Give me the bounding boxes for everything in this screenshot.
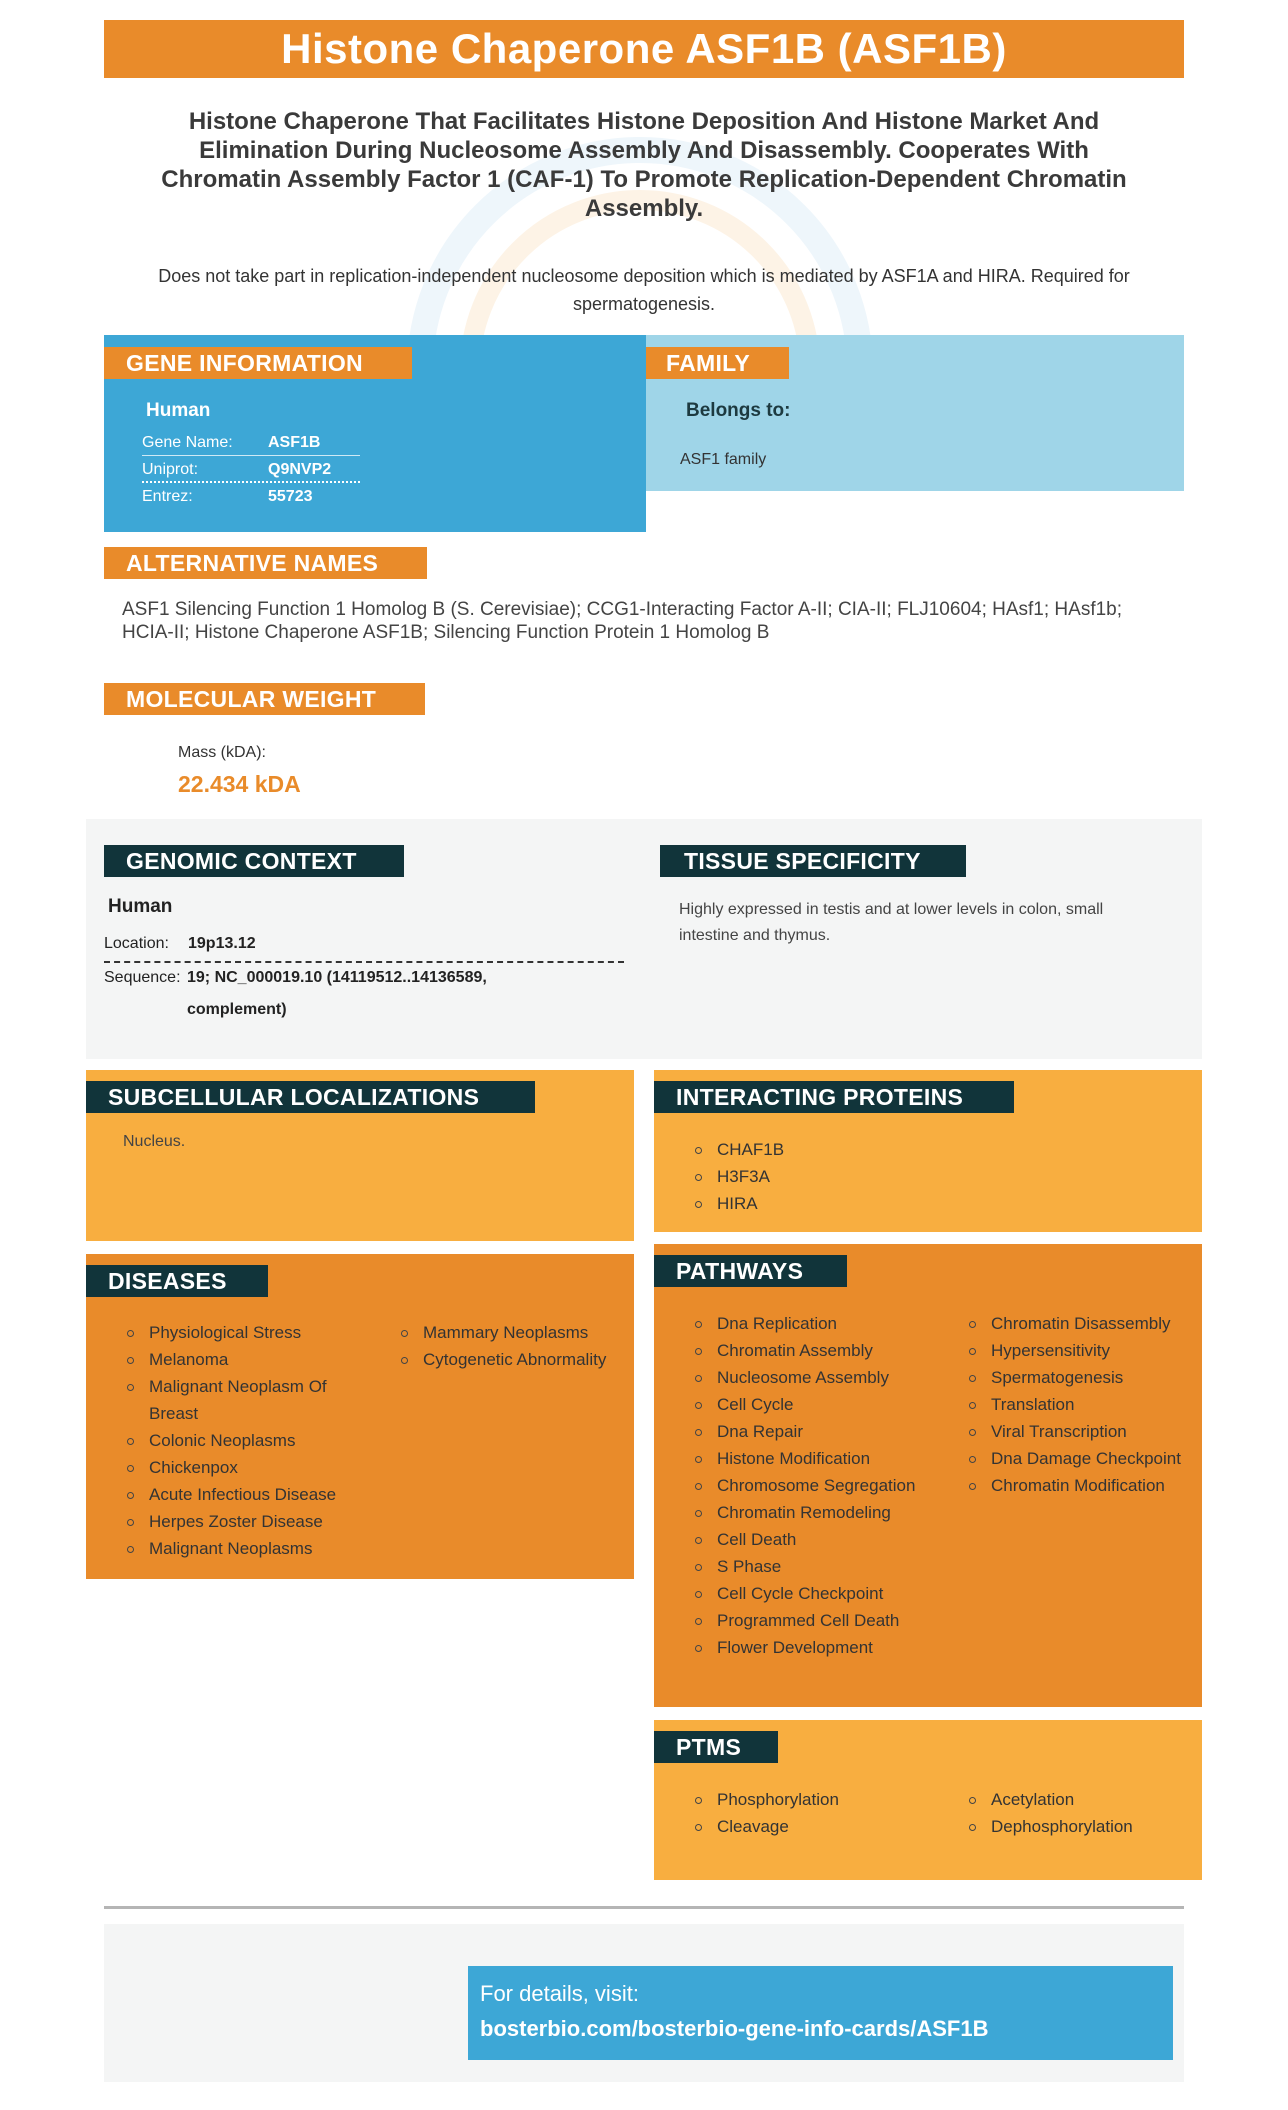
molecular-weight-header: MOLECULAR WEIGHT (104, 683, 425, 715)
ptms-panel (654, 1720, 1202, 1880)
ptms-header: PTMS (654, 1731, 778, 1763)
diseases-panel (86, 1254, 634, 1579)
gene-name-label: Gene Name: (142, 434, 233, 451)
list-item: Chromatin Modification (965, 1472, 1195, 1499)
list-item: Cytogenetic Abnormality (397, 1346, 627, 1373)
tissue-specificity-header: TISSUE SPECIFICITY (660, 845, 966, 877)
family-belongs-label: Belongs to: (686, 400, 791, 421)
list-item: Dna Damage Checkpoint (965, 1445, 1195, 1472)
entrez-value: 55723 (268, 488, 313, 505)
list-item: Chromatin Assembly (691, 1337, 931, 1364)
list-item: Dephosphorylation (965, 1813, 1195, 1840)
alternative-names-text: ASF1 Silencing Function 1 Homolog B (S. Cerevisiae); CCG1-Interacting Factor A-II; CIA-II; FLJ10604; HAsf1; HAsf1b; HCIA-II; Histone Chaperone ASF1B; Silencing Function Protein 1 Homolog B (122, 599, 1123, 643)
list-item: Herpes Zoster Disease (123, 1508, 353, 1535)
sequence-value-line2: complement) (187, 1001, 287, 1018)
genomic-context-header: GENOMIC CONTEXT (104, 845, 404, 877)
location-value: 19p13.12 (188, 935, 256, 952)
list-item: Chromatin Disassembly (965, 1310, 1195, 1337)
tissue-specificity-text: Highly expressed in testis and at lower levels in colon, small intestine and thymus. (679, 901, 1104, 944)
divider (104, 1906, 1184, 1909)
pathways-header: PATHWAYS (654, 1255, 847, 1287)
list-item: Cell Death (691, 1526, 931, 1553)
interacting-proteins-header: INTERACTING PROTEINS (654, 1081, 1014, 1113)
list-item: Phosphorylation (691, 1786, 931, 1813)
list-item: Translation (965, 1391, 1195, 1418)
family-header: FAMILY (646, 347, 789, 379)
ptms-list-col1 (691, 1786, 931, 1840)
list-item: Melanoma (123, 1346, 353, 1373)
list-item: Nucleosome Assembly (691, 1364, 931, 1391)
gene-description: Does not take part in replication-independent nucleosome deposition which is mediated by ASF1A and HIRA. Required for spermatogenesis. (158, 266, 1130, 314)
list-item: Hypersensitivity (965, 1337, 1195, 1364)
gene-summary: Histone Chaperone That Facilitates Histone Deposition And Histone Market And Elimination During Nucleosome Assembly And Disassembly. Cooperates With Chromatin Assembly Factor 1 (CAF-1) To Promote Replication-Dependent Chromatin Assembly. (161, 108, 1127, 222)
entrez-row (142, 484, 360, 510)
sequence-value-line1: 19; NC_000019.10 (14119512..14136589, (187, 969, 487, 986)
alternative-names-header: ALTERNATIVE NAMES (104, 547, 427, 579)
list-item: HIRA (691, 1190, 784, 1217)
interacting-proteins-panel (654, 1070, 1202, 1232)
ptms-list-col2 (965, 1786, 1195, 1840)
list-item: Chromosome Segregation (691, 1472, 931, 1499)
location-row (104, 935, 624, 963)
list-item: Dna Replication (691, 1310, 931, 1337)
list-item: Malignant Neoplasm Of Breast (123, 1373, 353, 1427)
uniprot-row (142, 457, 360, 483)
family-panel (646, 335, 1184, 491)
subcellular-text: Nucleus. (123, 1133, 186, 1150)
entrez-label: Entrez: (142, 488, 193, 505)
list-item: Programmed Cell Death (691, 1607, 931, 1634)
pathways-panel (654, 1244, 1202, 1707)
list-item: Flower Development (691, 1634, 931, 1661)
gene-info-species: Human (146, 400, 211, 421)
mass-value: 22.434 kDA (178, 771, 301, 797)
list-item: Acetylation (965, 1786, 1195, 1813)
uniprot-value: Q9NVP2 (268, 461, 332, 478)
list-item: Colonic Neoplasms (123, 1427, 353, 1454)
family-value: ASF1 family (680, 451, 767, 468)
list-item: Cell Cycle Checkpoint (691, 1580, 931, 1607)
footer-link[interactable]: bosterbio.com/bosterbio-gene-info-cards/ASF1B (480, 2016, 989, 2041)
title-bar (104, 20, 1184, 78)
list-item: Spermatogenesis (965, 1364, 1195, 1391)
list-item: CHAF1B (691, 1136, 784, 1163)
footer-label: For details, visit: (480, 1981, 639, 2006)
subcellular-panel (86, 1070, 634, 1241)
footer-link-box[interactable] (468, 1966, 1173, 2060)
list-item: Cleavage (691, 1813, 931, 1840)
list-item: Histone Modification (691, 1445, 931, 1472)
sequence-label: Sequence: (104, 969, 181, 986)
mass-label: Mass (kDA): (178, 744, 266, 761)
list-item: Chromatin Remodeling (691, 1499, 931, 1526)
list-item: S Phase (691, 1553, 931, 1580)
gene-information-panel (104, 335, 646, 532)
list-item: Acute Infectious Disease (123, 1481, 353, 1508)
location-label: Location: (104, 935, 169, 952)
diseases-list-col2 (397, 1319, 627, 1373)
subcellular-header: SUBCELLULAR LOCALIZATIONS (86, 1081, 535, 1113)
list-item: Cell Cycle (691, 1391, 931, 1418)
pathways-list-col1 (691, 1310, 931, 1661)
list-item: Malignant Neoplasms (123, 1535, 353, 1562)
list-item: Chickenpox (123, 1454, 353, 1481)
diseases-list-col1 (123, 1319, 353, 1562)
diseases-header: DISEASES (86, 1265, 268, 1297)
page-title: Histone Chaperone ASF1B (ASF1B) (281, 25, 1007, 72)
gene-name-value: ASF1B (268, 434, 321, 451)
gene-information-header: GENE INFORMATION (104, 347, 412, 379)
gene-name-row (142, 430, 360, 456)
list-item: Viral Transcription (965, 1418, 1195, 1445)
list-item: Dna Repair (691, 1418, 931, 1445)
list-item: H3F3A (691, 1163, 784, 1190)
pathways-list-col2 (965, 1310, 1195, 1499)
uniprot-label: Uniprot: (142, 461, 199, 478)
list-item: Physiological Stress (123, 1319, 353, 1346)
interacting-proteins-list (691, 1136, 784, 1217)
list-item: Mammary Neoplasms (397, 1319, 627, 1346)
genomic-context-panel (86, 819, 1202, 1059)
genomic-species: Human (108, 896, 173, 917)
